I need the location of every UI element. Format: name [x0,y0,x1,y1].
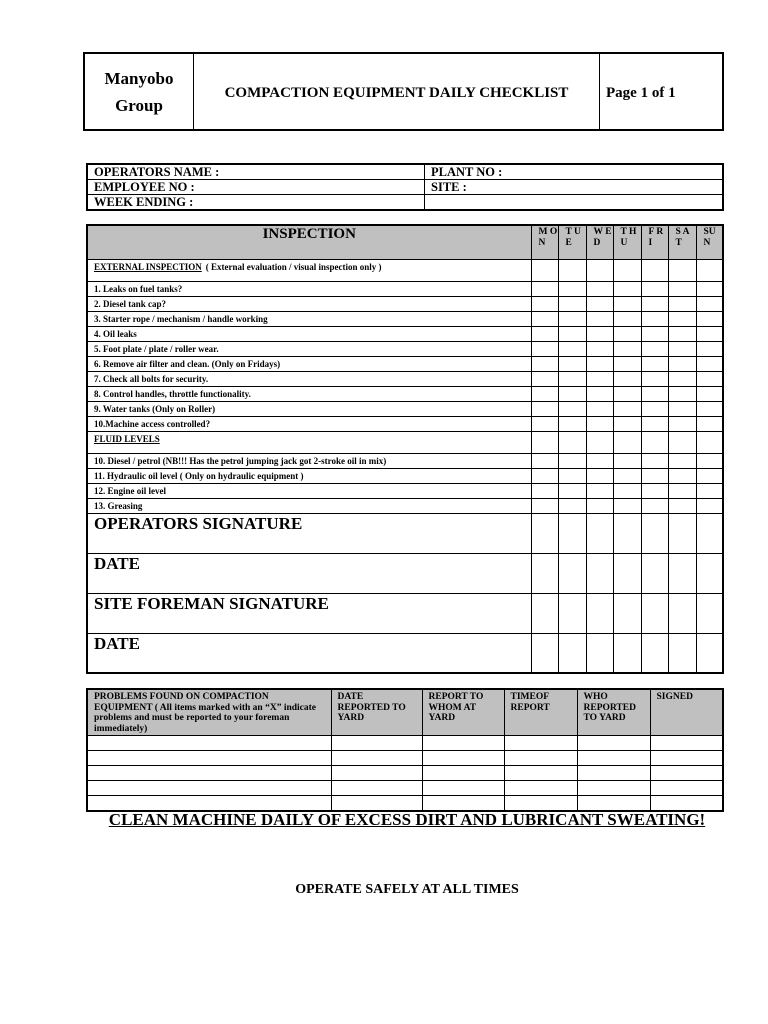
check-cell[interactable] [696,468,723,483]
check-cell[interactable] [613,356,641,371]
check-cell[interactable] [531,431,558,453]
check-cell[interactable] [613,371,641,386]
day-header-tue: T U E [558,225,586,259]
check-cell[interactable] [558,633,586,673]
problem-cell[interactable] [650,796,723,812]
signature-row [87,513,723,553]
inspection-row [87,401,723,416]
check-cell[interactable] [613,326,641,341]
inspection-row [87,468,723,483]
check-cell[interactable] [641,401,668,416]
check-cell[interactable] [668,513,696,553]
check-cell[interactable] [696,311,723,326]
check-cell[interactable] [586,468,613,483]
check-cell[interactable] [531,483,558,498]
day-header-thu: T H U [613,225,641,259]
operator-date-label: DATE [87,553,531,593]
check-cell[interactable] [668,468,696,483]
check-cell[interactable] [613,296,641,311]
check-cell[interactable] [558,386,586,401]
check-cell[interactable] [586,356,613,371]
check-cell[interactable] [696,483,723,498]
check-cell[interactable] [613,281,641,296]
check-cell[interactable] [531,371,558,386]
check-cell[interactable] [696,633,723,673]
inspection-header: INSPECTION [87,225,531,259]
inspection-item: 10.Machine access controlled? [87,416,531,431]
problem-cell[interactable] [504,796,577,812]
check-cell[interactable] [558,468,586,483]
problem-row [87,781,723,796]
inspection-item: 9. Water tanks (Only on Roller) [87,401,531,416]
check-cell[interactable] [696,281,723,296]
day-header-sat: S A T [668,225,696,259]
check-cell[interactable] [696,326,723,341]
operate-safely-notice: OPERATE SAFELY AT ALL TIMES [295,882,519,897]
inspection-row [87,311,723,326]
problem-cell[interactable] [422,736,504,751]
inspection-item: 7. Check all bolts for security. [87,371,531,386]
check-cell[interactable] [641,553,668,593]
check-cell[interactable] [696,513,723,553]
problem-cell[interactable] [87,766,331,781]
problem-cell[interactable] [577,766,650,781]
check-cell[interactable] [613,513,641,553]
problem-row [87,751,723,766]
check-cell[interactable] [586,453,613,468]
check-cell[interactable] [668,431,696,453]
problem-row [87,766,723,781]
inspection-item: 3. Starter rope / mechanism / handle working [87,311,531,326]
problem-cell[interactable] [87,796,331,812]
foreman-date-label: DATE [87,633,531,673]
check-cell[interactable] [668,356,696,371]
check-cell[interactable] [531,513,558,553]
check-cell[interactable] [531,453,558,468]
check-cell[interactable] [696,371,723,386]
check-cell[interactable] [531,259,558,281]
check-cell[interactable] [696,416,723,431]
problem-cell[interactable] [504,751,577,766]
check-cell[interactable] [696,431,723,453]
signature-row [87,553,723,593]
fluid-levels-heading: FLUID LEVELS [87,431,531,453]
problem-cell[interactable] [504,766,577,781]
check-cell[interactable] [586,593,613,633]
check-cell[interactable] [668,416,696,431]
problem-cell[interactable] [577,796,650,812]
check-cell[interactable] [586,401,613,416]
check-cell[interactable] [668,281,696,296]
inspection-row [87,356,723,371]
check-cell[interactable] [641,468,668,483]
problem-row [87,796,723,812]
check-cell[interactable] [558,513,586,553]
check-cell[interactable] [558,401,586,416]
check-cell[interactable] [668,633,696,673]
check-cell[interactable] [586,296,613,311]
check-cell[interactable] [696,259,723,281]
problem-cell[interactable] [650,751,723,766]
check-cell[interactable] [531,341,558,356]
check-cell[interactable] [613,311,641,326]
inspection-item: 2. Diesel tank cap? [87,296,531,311]
check-cell[interactable] [668,553,696,593]
signature-row [87,633,723,673]
check-cell[interactable] [668,341,696,356]
problem-cell[interactable] [331,796,422,812]
check-cell[interactable] [558,553,586,593]
check-cell[interactable] [613,341,641,356]
day-header-sun: SU N [696,225,723,259]
inspection-row [87,341,723,356]
report-to-whom-header: REPORT TO WHOM AT YARD [422,689,504,736]
check-cell[interactable] [641,356,668,371]
section-row [87,431,723,453]
check-cell[interactable] [558,356,586,371]
check-cell[interactable] [668,371,696,386]
check-cell[interactable] [558,311,586,326]
check-cell[interactable] [586,416,613,431]
check-cell[interactable] [641,593,668,633]
inspection-row [87,498,723,513]
inspection-row [87,386,723,401]
check-cell[interactable] [558,453,586,468]
company-name [84,53,194,130]
check-cell[interactable] [641,431,668,453]
check-cell[interactable] [531,386,558,401]
clean-machine-notice: CLEAN MACHINE DAILY OF EXCESS DIRT AND LUBRICANT SWEATING! [108,810,706,829]
problem-cell[interactable] [331,766,422,781]
problem-row [87,736,723,751]
check-cell[interactable] [558,259,586,281]
check-cell[interactable] [696,401,723,416]
problem-cell[interactable] [331,736,422,751]
inspection-row [87,296,723,311]
day-header-wed: W E D [586,225,613,259]
check-cell[interactable] [668,483,696,498]
inspection-row [87,326,723,341]
who-reported-header: WHO REPORTED TO YARD [577,689,650,736]
signature-row [87,593,723,633]
inspection-row [87,483,723,498]
check-cell[interactable] [531,553,558,593]
problem-cell[interactable] [87,736,331,751]
check-cell[interactable] [613,468,641,483]
check-cell[interactable] [558,326,586,341]
inspection-row [87,416,723,431]
info-blank-cell[interactable] [425,195,724,211]
check-cell[interactable] [531,296,558,311]
check-cell[interactable] [558,296,586,311]
check-cell[interactable] [558,431,586,453]
check-cell[interactable] [613,453,641,468]
problem-cell[interactable] [650,736,723,751]
check-cell[interactable] [586,386,613,401]
check-cell[interactable] [558,371,586,386]
problems-table [86,688,724,812]
check-cell[interactable] [586,483,613,498]
check-cell[interactable] [641,513,668,553]
inspection-item: 5. Foot plate / plate / roller wear. [87,341,531,356]
check-cell[interactable] [668,259,696,281]
check-cell[interactable] [586,371,613,386]
document-header [83,52,724,131]
check-cell[interactable] [531,593,558,633]
check-cell[interactable] [613,416,641,431]
check-cell[interactable] [613,483,641,498]
operators-signature-label: OPERATORS SIGNATURE [87,513,531,553]
check-cell[interactable] [586,281,613,296]
operators-name-field[interactable]: OPERATORS NAME : [87,164,425,180]
page-indicator: Page 1 of 1 [600,53,724,130]
employee-no-field[interactable]: EMPLOYEE NO : [87,180,425,195]
company-line1: Manyobo [104,68,174,88]
problem-cell[interactable] [422,751,504,766]
check-cell[interactable] [641,341,668,356]
check-cell[interactable] [531,281,558,296]
check-cell[interactable] [558,341,586,356]
check-cell[interactable] [531,311,558,326]
check-cell[interactable] [641,311,668,326]
check-cell[interactable] [668,326,696,341]
external-inspection-note: ( External evaluation / visual inspection only ) [205,261,382,272]
check-cell[interactable] [531,401,558,416]
inspection-item: 8. Control handles, throttle functionality. [87,386,531,401]
problem-cell[interactable] [422,766,504,781]
plant-no-field[interactable]: PLANT NO : [425,164,724,180]
check-cell[interactable] [586,431,613,453]
check-cell[interactable] [613,386,641,401]
operator-info-table [86,163,724,211]
check-cell[interactable] [696,296,723,311]
problem-cell[interactable] [504,736,577,751]
check-cell[interactable] [696,453,723,468]
check-cell[interactable] [668,593,696,633]
site-foreman-signature-label: SITE FOREMAN SIGNATURE [87,593,531,633]
check-cell[interactable] [696,553,723,593]
check-cell[interactable] [531,498,558,513]
check-cell[interactable] [668,386,696,401]
check-cell[interactable] [558,593,586,633]
check-cell[interactable] [558,498,586,513]
check-cell[interactable] [668,453,696,468]
problem-cell[interactable] [577,751,650,766]
day-header-fri: F R I [641,225,668,259]
day-header-mon: M O N [531,225,558,259]
inspection-table [86,224,724,674]
time-of-report-header: TIMEOF REPORT [504,689,577,736]
check-cell[interactable] [668,296,696,311]
date-reported-header: DATE REPORTED TO YARD [331,689,422,736]
check-cell[interactable] [613,401,641,416]
check-cell[interactable] [641,259,668,281]
problem-cell[interactable] [504,781,577,796]
fluid-item: 12. Engine oil level [87,483,531,498]
check-cell[interactable] [641,281,668,296]
inspection-row [87,371,723,386]
inspection-row [87,453,723,468]
problem-cell[interactable] [650,766,723,781]
week-ending-field[interactable]: WEEK ENDING : [87,195,425,211]
check-cell[interactable] [696,356,723,371]
check-cell[interactable] [586,311,613,326]
check-cell[interactable] [641,386,668,401]
check-cell[interactable] [558,483,586,498]
fluid-item: 11. Hydraulic oil level ( Only on hydraulic equipment ) [87,468,531,483]
problem-cell[interactable] [422,781,504,796]
problem-cell[interactable] [331,781,422,796]
check-cell[interactable] [613,259,641,281]
external-inspection-label: EXTERNAL INSPECTION [94,261,202,272]
check-cell[interactable] [531,633,558,673]
check-cell[interactable] [586,259,613,281]
check-cell[interactable] [641,498,668,513]
check-cell[interactable] [531,416,558,431]
check-cell[interactable] [668,311,696,326]
check-cell[interactable] [613,633,641,673]
check-cell[interactable] [641,371,668,386]
problem-cell[interactable] [422,796,504,812]
problem-cell[interactable] [331,751,422,766]
check-cell[interactable] [696,341,723,356]
check-cell[interactable] [531,468,558,483]
problems-found-header: PROBLEMS FOUND ON COMPACTION EQUIPMENT ( All items marked with an “X” indicate problems and must be reported to your foreman immediately) [87,689,331,736]
check-cell[interactable] [586,513,613,553]
check-cell[interactable] [613,431,641,453]
check-cell[interactable] [641,296,668,311]
check-cell[interactable] [641,453,668,468]
external-inspection-heading [87,259,531,281]
fluid-item: 13. Greasing [87,498,531,513]
check-cell[interactable] [586,341,613,356]
check-cell[interactable] [558,416,586,431]
check-cell[interactable] [696,386,723,401]
check-cell[interactable] [641,483,668,498]
check-cell[interactable] [531,326,558,341]
check-cell[interactable] [641,326,668,341]
company-line2: Group [115,95,163,115]
problem-cell[interactable] [87,781,331,796]
check-cell[interactable] [531,356,558,371]
check-cell[interactable] [586,498,613,513]
signed-header: SIGNED [650,689,723,736]
problem-cell[interactable] [650,781,723,796]
problem-cell[interactable] [577,736,650,751]
check-cell[interactable] [586,553,613,593]
inspection-item: 1. Leaks on fuel tanks? [87,281,531,296]
check-cell[interactable] [668,401,696,416]
inspection-item: 6. Remove air filter and clean. (Only on Fridays) [87,356,531,371]
inspection-row [87,281,723,296]
site-field[interactable]: SITE : [425,180,724,195]
problem-cell[interactable] [87,751,331,766]
check-cell[interactable] [613,498,641,513]
problem-cell[interactable] [577,781,650,796]
check-cell[interactable] [641,633,668,673]
check-cell[interactable] [641,416,668,431]
check-cell[interactable] [586,633,613,673]
inspection-item: 4. Oil leaks [87,326,531,341]
check-cell[interactable] [613,553,641,593]
check-cell[interactable] [613,593,641,633]
check-cell[interactable] [668,498,696,513]
check-cell[interactable] [696,593,723,633]
section-row [87,259,723,281]
fluid-item: 10. Diesel / petrol (NB!!! Has the petrol jumping jack got 2-stroke oil in mix) [87,453,531,468]
check-cell[interactable] [586,326,613,341]
document-title: COMPACTION EQUIPMENT DAILY CHECKLIST [194,53,600,130]
check-cell[interactable] [696,498,723,513]
check-cell[interactable] [558,281,586,296]
